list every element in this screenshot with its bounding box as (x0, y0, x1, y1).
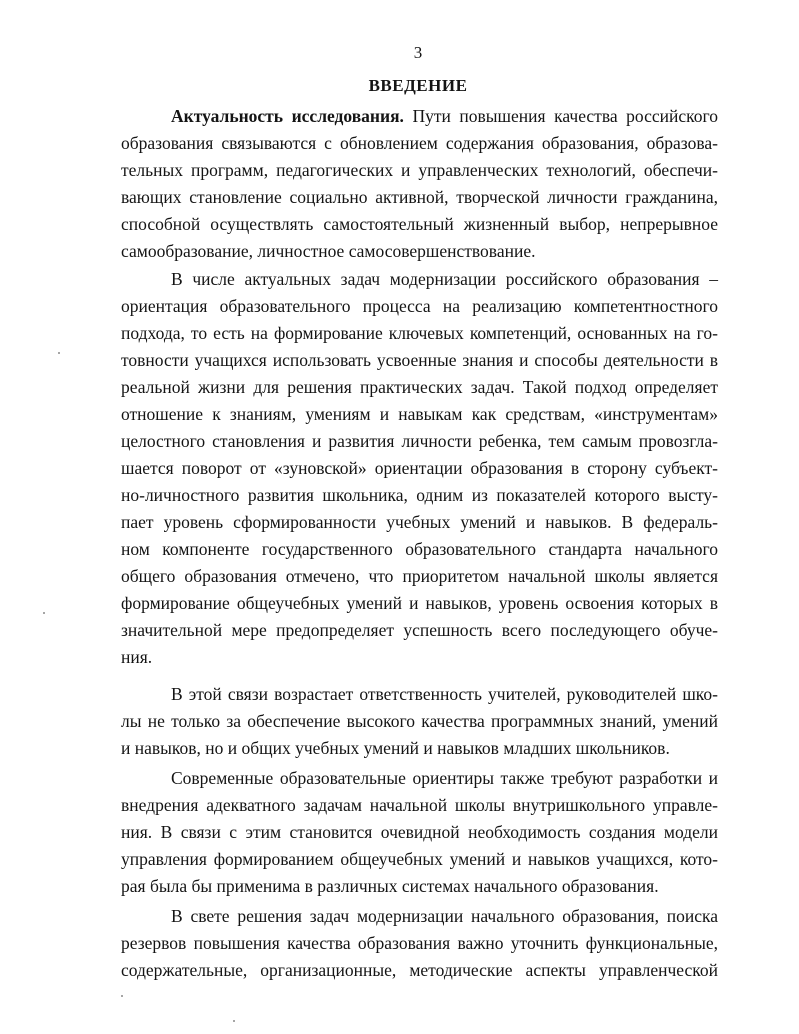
text-line: ния. (121, 647, 153, 667)
text-line: образования связываются с обновлением содержания образования, образова- (121, 133, 718, 153)
text-line: значительной мере предопределяет успешность всего последующего обуче- (121, 620, 718, 640)
text-line: формирование общеучебных умений и навыков, уровень освоения которых в (121, 593, 718, 613)
text-line: общего образования отмечено, что приоритетом начальной школы является (121, 566, 718, 586)
text-line: реальной жизни для решения практических задач. Такой подход определяет (121, 377, 718, 397)
text-line: В свете решения задач модернизации начального образования, поиска (171, 906, 718, 926)
page-number: 3 (413, 43, 423, 62)
text-span: Пути повышения качества российского (403, 106, 718, 126)
text-line: ния. В связи с этим становится очевидной необходимость создания модели (121, 822, 718, 842)
text-line: В этой связи возрастает ответственность учителей, руководителей шко- (171, 684, 718, 704)
text-line: товности учащихся использовать усвоенные знания и способы деятельности в (121, 350, 718, 370)
scan-speck (121, 995, 123, 997)
text-line: резервов повышения качества образования важно уточнить функциональные, (121, 933, 718, 953)
text-line: Современные образовательные ориентиры также требуют разработки и (171, 768, 718, 788)
text-line: содержательные, организационные, методические аспекты управленческой (121, 960, 718, 980)
scan-speck (233, 1020, 235, 1022)
text-line: и навыков, но и общих учебных умений и навыков младших школьников. (121, 738, 670, 758)
text-line: пает уровень сформированности учебных умений и навыков. В федераль- (121, 512, 718, 532)
text-line: ном компоненте государственного образовательного стандарта начального (121, 539, 718, 559)
text-line: рая была бы применима в различных системах начального образования. (121, 876, 659, 896)
text-line: лы не только за обеспечение высокого качества программных знаний, умений (121, 711, 718, 731)
lead-bold-phrase: Актуальность исследования. (171, 106, 404, 126)
scan-speck (58, 352, 60, 354)
text-line: управления формированием общеучебных умений и навыков учащихся, кото- (121, 849, 718, 869)
text-line: но-личностного развития школьника, одним из показателей которого высту- (121, 485, 718, 505)
text-line: ориентация образовательного процесса на реализацию компетентностного (121, 296, 718, 316)
text-line: подхода, то есть на формирование ключевых компетенций, основанных на го- (121, 323, 718, 343)
text-line: самообразование, личностное самосовершенствование. (121, 241, 536, 261)
text-line: В числе актуальных задач модернизации российского образования – (171, 269, 718, 289)
text-line: способной осуществлять самостоятельный жизненный выбор, непрерывное (121, 214, 718, 234)
text-line: внедрения адекватного задачам начальной школы внутришкольного управле- (121, 795, 718, 815)
section-heading: ВВЕДЕНИЕ (368, 76, 468, 95)
text-line: шается поворот от «зуновской» ориентации образования в сторону субъект- (121, 458, 718, 478)
text-line: целостного становления и развития личности ребенка, тем самым провозгла- (121, 431, 718, 451)
text-line: вающих становление социально активной, творческой личности гражданина, (121, 187, 718, 207)
text-line: тельных программ, педагогических и управленческих технологий, обеспечи- (121, 160, 718, 180)
text-line: отношение к знаниям, умениям и навыкам как средствам, «инструментам» (121, 404, 718, 424)
scan-speck (43, 612, 45, 614)
text-line (171, 102, 718, 130)
